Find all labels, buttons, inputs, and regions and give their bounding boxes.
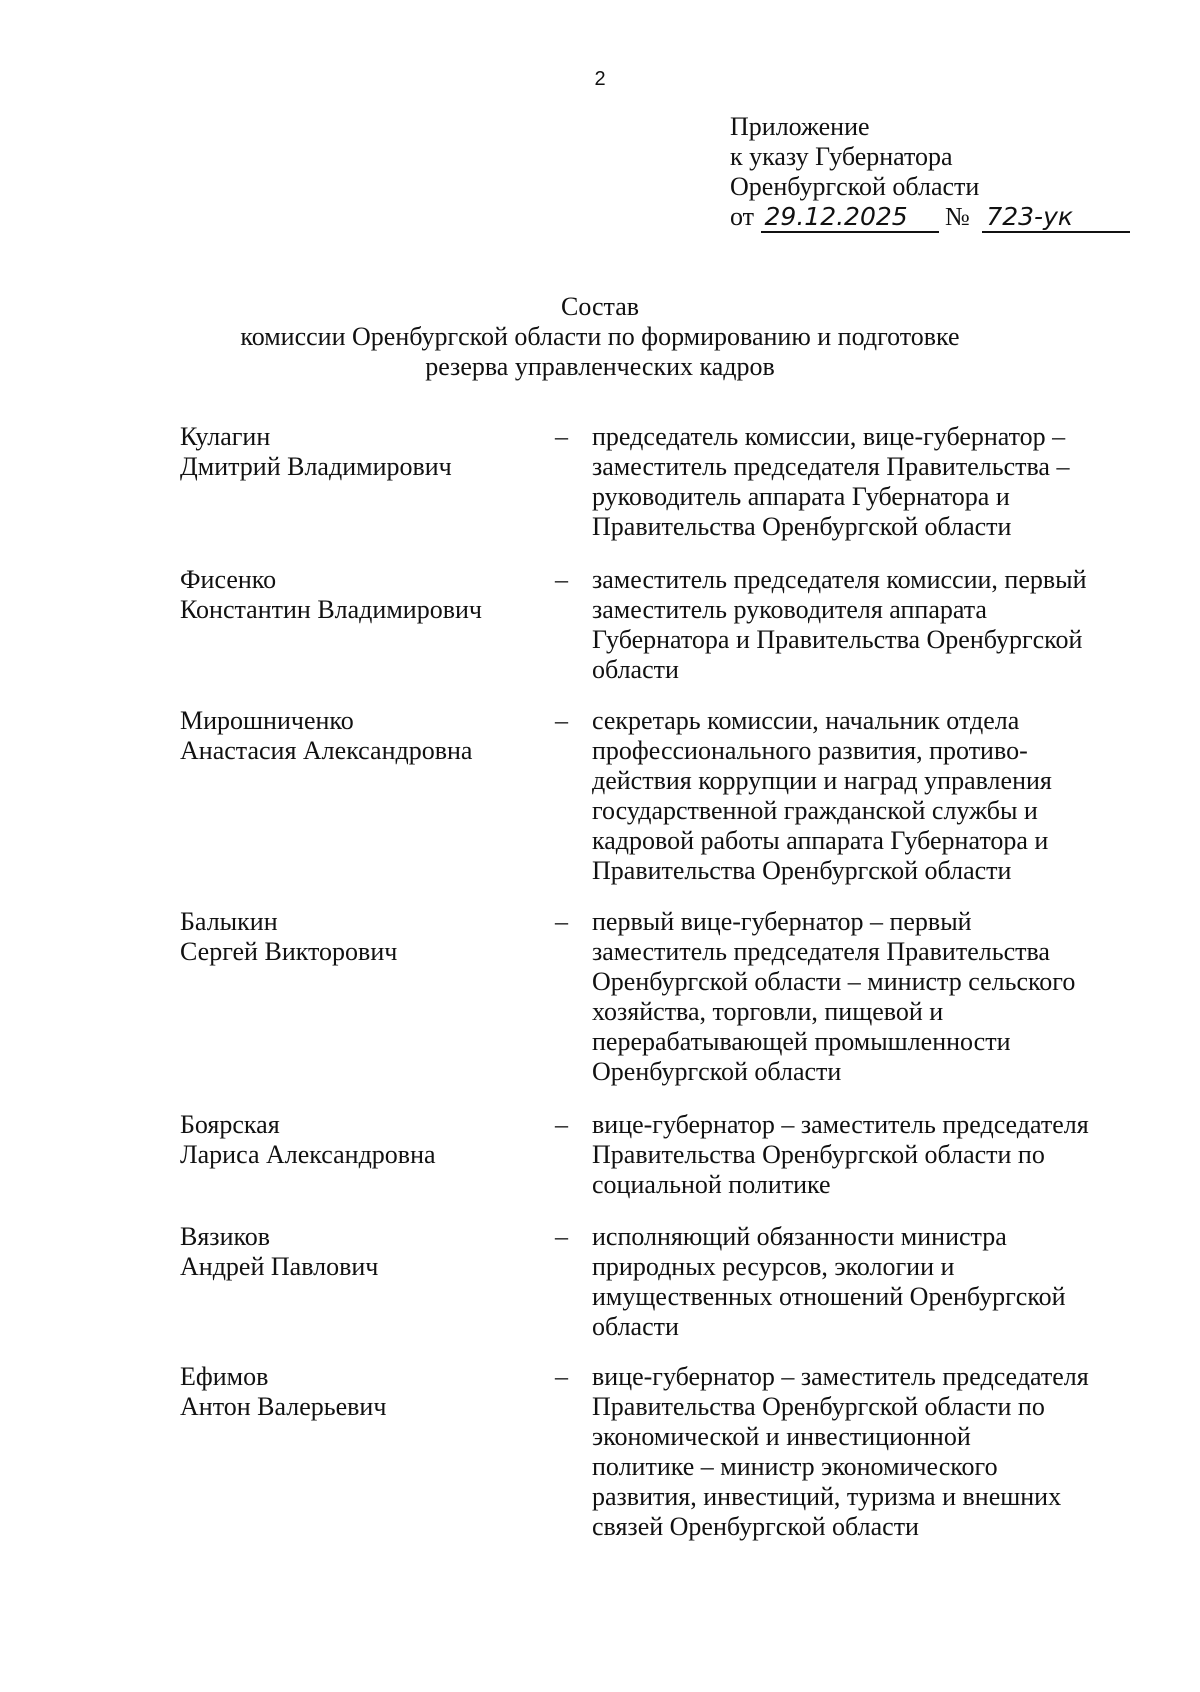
member-role-line: действия коррупции и наград управления [592, 766, 1052, 795]
member-role-line: Губернатора и Правительства Оренбургской [592, 625, 1083, 654]
member-role-line: исполняющий обязанности министра [592, 1222, 1007, 1251]
member-role [592, 565, 1152, 685]
member-dash: – [555, 907, 568, 936]
member-role [592, 422, 1152, 542]
member-name [180, 706, 540, 766]
member-role-line: председатель комиссии, вице-губернатор – [592, 422, 1066, 451]
member-surname: Кулагин [180, 422, 271, 451]
member-name [180, 1222, 540, 1282]
member-role-line: вице-губернатор – заместитель председателя [592, 1362, 1089, 1391]
member-role-line: Правительства Оренбургской области [592, 856, 1012, 885]
member-role-line: заместитель председателя комиссии, первый [592, 565, 1087, 594]
member-dash: – [555, 422, 568, 451]
member-name [180, 565, 540, 625]
member-given-names: Андрей Павлович [180, 1252, 379, 1281]
member-role-line: имущественных отношений Оренбургской [592, 1282, 1066, 1311]
member-role-line: заместитель председателя Правительства [592, 937, 1050, 966]
member-given-names: Антон Валерьевич [180, 1392, 387, 1421]
member-surname: Мирошниченко [180, 706, 354, 735]
member-role-line: кадровой работы аппарата Губернатора и [592, 826, 1049, 855]
appendix-date-number-line [730, 202, 1130, 233]
member-dash: – [555, 565, 568, 594]
document-title [0, 292, 1200, 382]
number-label: № [945, 202, 970, 231]
appendix-line-2: к указу Губернатора [730, 142, 953, 171]
title-line-1: Состав [560, 292, 640, 321]
member-given-names: Константин Владимирович [180, 595, 482, 624]
member-role-line: секретарь комиссии, начальник отдела [592, 706, 1020, 735]
member-surname: Ефимов [180, 1362, 269, 1391]
title-line-3: резерва управленческих кадров [425, 352, 775, 381]
member-name [180, 907, 540, 967]
member-role-line: экономической и инвестиционной [592, 1422, 971, 1451]
member-role-line: области [592, 1312, 679, 1341]
member-role-line: развития, инвестиций, туризма и внешних [592, 1482, 1062, 1511]
member-dash: – [555, 1110, 568, 1139]
member-role-line: перерабатывающей промышленности [592, 1027, 1011, 1056]
member-role-line: хозяйства, торговли, пищевой и [592, 997, 944, 1026]
title-line-2: комиссии Оренбургской области по формированию и подготовке [240, 322, 960, 351]
member-name [180, 422, 540, 482]
member-role-line: связей Оренбургской области [592, 1512, 919, 1541]
member-role-line: Оренбургской области – министр сельского [592, 967, 1076, 996]
member-role-line: политике – министр экономического [592, 1452, 998, 1481]
member-role [592, 706, 1152, 886]
member-surname: Боярская [180, 1110, 280, 1139]
member-role-line: области [592, 655, 679, 684]
member-role [592, 1110, 1152, 1200]
member-role-line: Правительства Оренбургской области по [592, 1140, 1045, 1169]
appendix-line-1: Приложение [730, 112, 870, 141]
member-role-line: первый вице-губернатор – первый [592, 907, 972, 936]
member-role-line: Правительства Оренбургской области [592, 512, 1012, 541]
member-role-line: Оренбургской области [592, 1057, 842, 1086]
member-role [592, 907, 1152, 1087]
member-given-names: Дмитрий Владимирович [180, 452, 452, 481]
member-name [180, 1362, 540, 1422]
member-dash: – [555, 1222, 568, 1251]
member-given-names: Анастасия Александровна [180, 736, 473, 765]
member-role-line: заместитель руководителя аппарата [592, 595, 987, 624]
member-role [592, 1222, 1152, 1342]
member-role-line: руководитель аппарата Губернатора и [592, 482, 1010, 511]
from-label: от [730, 202, 755, 231]
appendix-line-3: Оренбургской области [730, 172, 980, 201]
member-role-line: социальной политике [592, 1170, 831, 1199]
page-number: 2 [594, 68, 606, 90]
member-surname: Вязиков [180, 1222, 271, 1251]
appendix-block [730, 112, 1130, 233]
handwritten-date: 29.12.2025 [761, 203, 939, 233]
member-role-line: природных ресурсов, экологии и [592, 1252, 955, 1281]
handwritten-number: 723-ук [982, 203, 1130, 233]
member-role [592, 1362, 1152, 1542]
member-role-line: заместитель председателя Правительства – [592, 452, 1070, 481]
member-role-line: вице-губернатор – заместитель председателя [592, 1110, 1089, 1139]
member-given-names: Лариса Александровна [180, 1140, 436, 1169]
member-surname: Фисенко [180, 565, 277, 594]
member-dash: – [555, 706, 568, 735]
member-name [180, 1110, 540, 1170]
member-dash: – [555, 1362, 568, 1391]
member-role-line: Правительства Оренбургской области по [592, 1392, 1045, 1421]
member-given-names: Сергей Викторович [180, 937, 398, 966]
member-role-line: профессионального развития, противо- [592, 736, 1028, 765]
member-role-line: государственной гражданской службы и [592, 796, 1038, 825]
member-surname: Балыкин [180, 907, 278, 936]
